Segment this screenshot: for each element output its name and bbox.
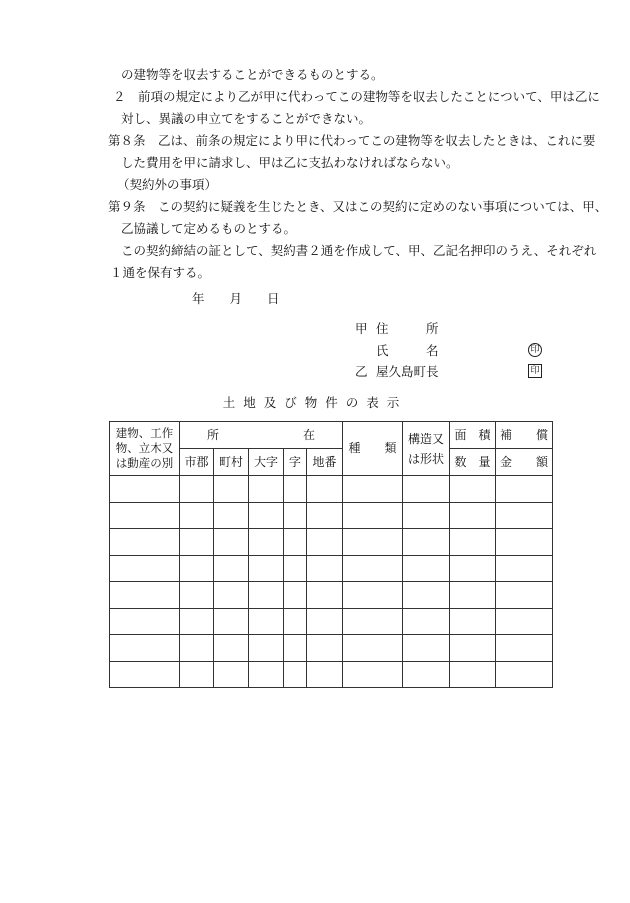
table-cell xyxy=(496,635,553,662)
paragraph-line: の建物等を収去することができるものとする。 xyxy=(121,67,384,82)
paragraph-line: した費用を甲に請求し、甲は乙に支払わなければならない。 xyxy=(121,155,459,170)
table-cell xyxy=(307,661,343,688)
table-row xyxy=(110,582,553,609)
table-cell xyxy=(307,529,343,556)
header-kind: 建物、工作物、立木又は動産の別 xyxy=(110,422,180,476)
table-cell xyxy=(307,635,343,662)
table-cell xyxy=(450,476,496,503)
table-cell xyxy=(343,502,403,529)
paragraph-line: １通を保有する。 xyxy=(110,265,211,280)
address-label: 住 所 xyxy=(376,321,439,336)
section-heading: （契約外の事項） xyxy=(117,177,218,192)
header-structure: 構造又は形状 xyxy=(403,422,450,476)
table-cell xyxy=(496,529,553,556)
table-cell xyxy=(450,529,496,556)
paragraph-line: ２ 前項の規定により乙が甲に代わってこの建物等を収去したことについて、甲は乙に xyxy=(113,89,600,104)
table-cell xyxy=(403,608,450,635)
table-cell xyxy=(343,661,403,688)
table-cell xyxy=(343,476,403,503)
table-cell xyxy=(214,608,249,635)
table-cell xyxy=(284,555,307,582)
table-cell xyxy=(214,635,249,662)
table-cell xyxy=(110,476,180,503)
paragraph-line: 乙協議して定めるものとする。 xyxy=(121,221,297,236)
table-cell xyxy=(450,661,496,688)
table-cell xyxy=(496,608,553,635)
table-cell xyxy=(284,502,307,529)
table-cell xyxy=(403,502,450,529)
table-cell xyxy=(343,582,403,609)
article-8-line: 第８条 乙は、前条の規定により甲に代わってこの建物等を収去したときは、これに要 xyxy=(108,133,596,148)
table-cell xyxy=(496,502,553,529)
party-otsu-mark: 乙 xyxy=(355,364,368,379)
table-cell xyxy=(450,582,496,609)
table-cell xyxy=(284,476,307,503)
table-cell xyxy=(214,555,249,582)
header-area-top: 面 積 xyxy=(450,422,496,449)
table-cell xyxy=(343,529,403,556)
name-label: 氏 名 xyxy=(376,343,439,358)
table-row xyxy=(110,661,553,688)
table-cell xyxy=(450,502,496,529)
table-row xyxy=(110,529,553,556)
header-location: 所 在 xyxy=(180,422,343,449)
table-cell xyxy=(110,555,180,582)
table-cell xyxy=(180,476,214,503)
table-cell xyxy=(180,661,214,688)
table-cell xyxy=(249,502,284,529)
table-cell xyxy=(110,502,180,529)
table-cell xyxy=(403,529,450,556)
table-cell xyxy=(214,502,249,529)
table-row xyxy=(110,476,553,503)
table-cell xyxy=(180,582,214,609)
table-cell xyxy=(249,582,284,609)
table-cell xyxy=(343,608,403,635)
official-seal-icon: 印 xyxy=(528,364,542,378)
property-table xyxy=(109,421,553,688)
table-cell xyxy=(284,661,307,688)
table-cell xyxy=(284,582,307,609)
table-cell xyxy=(450,555,496,582)
table-row xyxy=(110,635,553,662)
party-ko-mark: 甲 xyxy=(355,321,368,336)
table-title: 土地及び物件の表示 xyxy=(222,395,408,410)
table-cell xyxy=(110,635,180,662)
table-cell xyxy=(496,661,553,688)
table-cell xyxy=(214,661,249,688)
article-9-line: 第９条 この契約に疑義を生じたとき、又はこの契約に定めのない事項については、甲、 xyxy=(108,199,608,214)
table-cell xyxy=(307,555,343,582)
table-row xyxy=(110,608,553,635)
header-comp-top: 補 償 xyxy=(496,422,553,449)
paragraph-line: 対し、異議の申立てをすることができない。 xyxy=(121,111,372,126)
table-cell xyxy=(214,582,249,609)
table-cell xyxy=(180,635,214,662)
table-cell xyxy=(450,608,496,635)
table-cell xyxy=(249,661,284,688)
table-cell xyxy=(214,529,249,556)
table-cell xyxy=(249,635,284,662)
table-cell xyxy=(110,529,180,556)
table-cell xyxy=(343,635,403,662)
table-cell xyxy=(284,635,307,662)
otsu-name: 屋久島町長 xyxy=(376,364,439,379)
table-cell xyxy=(307,608,343,635)
header-area-bottom: 数 量 xyxy=(450,449,496,476)
table-cell xyxy=(307,502,343,529)
table-cell xyxy=(180,502,214,529)
table-cell xyxy=(180,529,214,556)
paragraph-line: この契約締結の証として、契約書２通を作成して、甲、乙記名押印のうえ、それぞれ xyxy=(121,243,597,258)
header-aza: 字 xyxy=(284,449,307,476)
table-cell xyxy=(496,476,553,503)
header-type: 種 類 xyxy=(343,422,403,476)
header-town: 町村 xyxy=(214,449,249,476)
table-cell xyxy=(403,582,450,609)
header-oaza: 大字 xyxy=(249,449,284,476)
table-cell xyxy=(403,476,450,503)
header-lot-number: 地番 xyxy=(307,449,343,476)
date-line: 年 月 日 xyxy=(192,291,280,306)
table-cell xyxy=(403,661,450,688)
table-cell xyxy=(284,608,307,635)
table-cell xyxy=(110,582,180,609)
table-cell xyxy=(249,476,284,503)
table-cell xyxy=(307,582,343,609)
table-cell xyxy=(496,582,553,609)
header-city: 市郡 xyxy=(180,449,214,476)
table-cell xyxy=(214,476,249,503)
table-cell xyxy=(403,555,450,582)
table-cell xyxy=(403,635,450,662)
table-row xyxy=(110,502,553,529)
table-row xyxy=(110,555,553,582)
table-cell xyxy=(343,555,403,582)
table-cell xyxy=(110,608,180,635)
table-cell xyxy=(249,529,284,556)
table-cell xyxy=(110,661,180,688)
seal-stamp-icon: 印 xyxy=(528,343,542,357)
table-cell xyxy=(284,529,307,556)
table-cell xyxy=(496,555,553,582)
table-cell xyxy=(450,635,496,662)
table-cell xyxy=(180,555,214,582)
header-comp-bottom: 金 額 xyxy=(496,449,553,476)
table-cell xyxy=(249,608,284,635)
table-cell xyxy=(180,608,214,635)
table-cell xyxy=(249,555,284,582)
table-cell xyxy=(307,476,343,503)
